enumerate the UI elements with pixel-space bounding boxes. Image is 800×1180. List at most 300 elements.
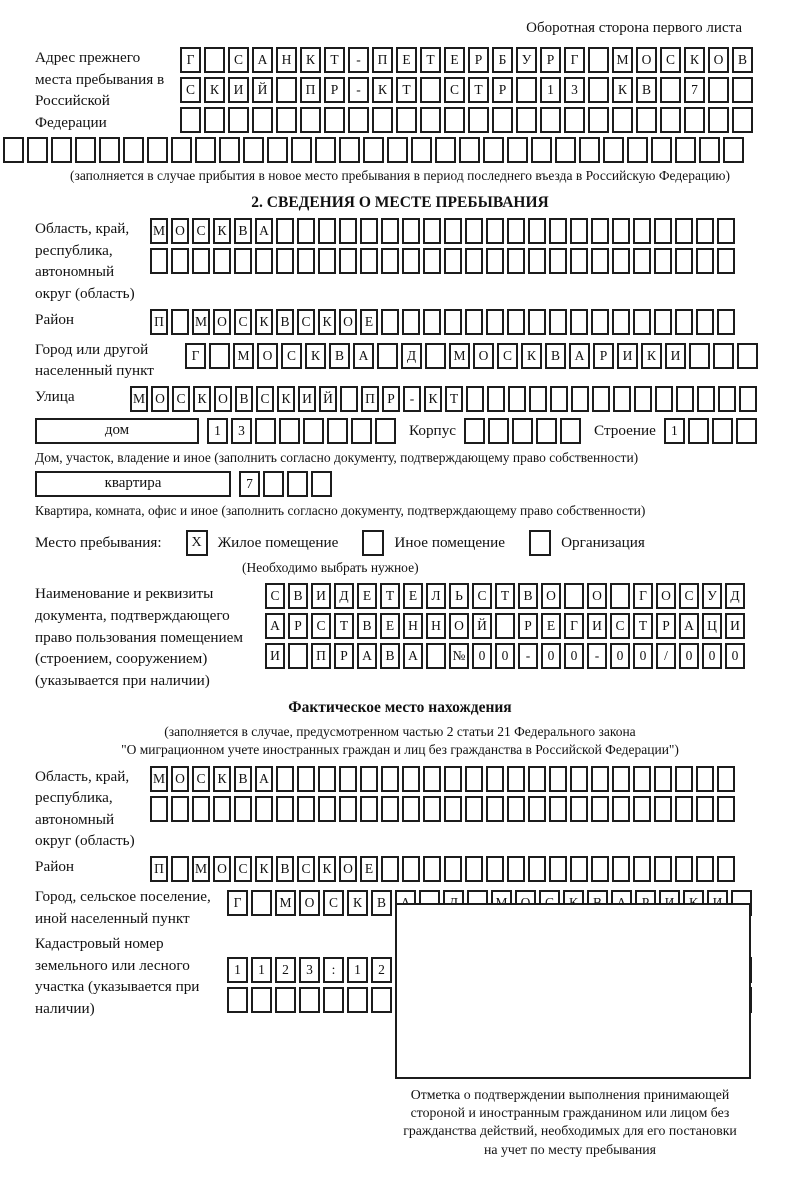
char-cell: В [545,343,566,369]
region-label: Область, край, республика, автономный округ (область) [35,220,135,302]
char-cell [348,107,369,133]
char-cell: И [725,613,745,639]
char-cell [171,137,192,163]
char-cell [528,248,546,274]
char-cell: 1 [251,957,272,983]
char-cell [192,248,210,274]
char-cell [340,386,358,412]
char-cell: К [277,386,295,412]
char-cell [396,107,417,133]
char-cell: М [612,47,633,73]
char-cell: С [256,386,274,412]
char-cell [633,766,651,792]
char-cell [675,218,693,244]
char-cell: В [234,766,252,792]
char-cell [717,218,735,244]
char-cell [402,309,420,335]
char-cell [423,856,441,882]
char-cell [377,343,398,369]
char-cell: С [192,766,210,792]
char-cell: С [679,583,699,609]
stroenie-cells [664,418,760,444]
char-cell: С [265,583,285,609]
char-cell: Е [360,856,378,882]
stay-type-checkbox-organization [529,530,551,556]
char-cell: 0 [472,643,492,669]
char-cell: 1 [664,418,685,444]
char-cell [654,218,672,244]
char-cell [633,856,651,882]
char-cell [549,856,567,882]
char-cell [688,418,709,444]
char-cell: К [193,386,211,412]
house-block [35,418,800,444]
char-cell [251,890,272,916]
char-cell [540,107,561,133]
char-cell [654,766,672,792]
char-cell [381,309,399,335]
char-grid-row [150,218,738,244]
char-cell: С [180,77,201,103]
char-cell: М [275,890,296,916]
char-cell [564,107,585,133]
char-cell [689,343,710,369]
char-cell [276,77,297,103]
char-cell: Р [656,613,676,639]
char-cell: М [192,856,210,882]
char-cell: С [228,47,249,73]
char-cell: О [473,343,494,369]
char-cell [291,137,312,163]
char-cell [228,107,249,133]
char-cell [612,796,630,822]
apartment-field-label: квартира [35,471,231,497]
char-cell [654,248,672,274]
actual-district-label: Район [35,857,75,875]
char-cell [297,218,315,244]
char-cell [263,471,284,497]
char-cell: Р [288,613,308,639]
char-cell: О [171,218,189,244]
char-cell: И [265,643,285,669]
house-number-cells [207,418,399,444]
char-cell [297,796,315,822]
char-cell: К [300,47,321,73]
char-cell: С [192,218,210,244]
char-cell [204,47,225,73]
char-cell [444,856,462,882]
apartment-cells [239,471,335,497]
char-cell: К [305,343,326,369]
char-cell: 3 [231,418,252,444]
char-cell [251,987,272,1013]
char-cell: С [497,343,518,369]
char-cell: Р [518,613,538,639]
prev-address-grid [180,47,756,137]
char-cell [570,856,588,882]
char-cell: О [339,856,357,882]
char-cell [423,796,441,822]
district-label: Район [35,310,75,328]
char-cell [571,386,589,412]
char-cell [633,248,651,274]
char-cell [564,583,584,609]
char-cell: Г [633,583,653,609]
char-cell [351,418,372,444]
char-cell [171,856,189,882]
char-cell: Й [252,77,273,103]
char-cell [708,107,729,133]
char-cell [486,856,504,882]
char-cell: Т [420,47,441,73]
char-cell: К [213,766,231,792]
char-cell: О [257,343,278,369]
actual-region-label: Область, край, республика, автономный округ (область) [35,767,135,850]
char-cell [276,248,294,274]
char-cell: К [347,890,368,916]
char-cell [468,107,489,133]
char-cell [675,796,693,822]
char-cell [633,796,651,822]
char-cell [276,107,297,133]
char-cell [171,248,189,274]
char-cell: А [353,343,374,369]
char-cell: К [318,309,336,335]
char-cell [696,248,714,274]
char-cell [717,766,735,792]
char-cell: Й [472,613,492,639]
char-cell [276,796,294,822]
char-cell [276,218,294,244]
char-cell [654,309,672,335]
char-cell [423,218,441,244]
section2-title: 2. СВЕДЕНИЯ О МЕСТЕ ПРЕБЫВАНИЯ [251,194,549,212]
char-cell: С [311,613,331,639]
char-cell [299,987,320,1013]
char-cell [507,309,525,335]
char-cell [234,796,252,822]
char-cell: М [130,386,148,412]
char-cell [736,418,757,444]
char-cell: М [150,218,168,244]
char-cell [588,47,609,73]
char-cell [739,386,757,412]
char-cell: А [679,613,699,639]
char-cell [219,137,240,163]
char-cell [550,386,568,412]
char-cell [347,987,368,1013]
char-cell [655,386,673,412]
char-cell [507,856,525,882]
char-cell [360,248,378,274]
char-cell: В [636,77,657,103]
char-cell [536,418,557,444]
char-cell: А [265,613,285,639]
char-cell [675,309,693,335]
char-cell: К [255,856,273,882]
char-cell [613,386,631,412]
char-cell: Р [593,343,614,369]
char-cell: К [641,343,662,369]
char-cell: 0 [633,643,653,669]
char-cell [486,248,504,274]
char-cell: 0 [679,643,699,669]
char-cell: Д [725,583,745,609]
char-cell: С [234,856,252,882]
char-cell: О [214,386,232,412]
char-cell [570,248,588,274]
char-cell [612,248,630,274]
char-cell [636,107,657,133]
char-cell: Б [492,47,513,73]
char-cell [486,218,504,244]
char-cell: Г [227,890,248,916]
char-cell [234,248,252,274]
char-cell [255,418,276,444]
prev-address-label: Адрес прежнего места пребывания в Российской Федерации [35,49,165,131]
char-cell: С [234,309,252,335]
char-cell: Г [180,47,201,73]
char-cell [591,248,609,274]
char-cell: 1 [207,418,228,444]
char-cell [255,248,273,274]
char-cell [327,418,348,444]
char-cell [360,796,378,822]
char-cell [507,796,525,822]
char-cell [675,137,696,163]
char-cell [209,343,230,369]
char-cell: С [297,309,315,335]
char-cell: О [213,856,231,882]
char-grid-row [185,343,761,369]
char-cell: К [204,77,225,103]
char-cell: С [323,890,344,916]
char-cell [660,77,681,103]
char-cell: О [708,47,729,73]
char-cell [549,248,567,274]
char-cell [426,643,446,669]
char-cell: В [235,386,253,412]
char-cell: - [348,77,369,103]
char-cell: О [339,309,357,335]
char-cell: - [348,47,369,73]
char-cell [402,248,420,274]
stamp-caption [365,1086,775,1159]
char-cell [300,107,321,133]
char-cell: Ц [702,613,722,639]
char-cell [675,856,693,882]
char-cell: М [449,343,470,369]
char-cell [717,856,735,882]
char-cell: С [297,856,315,882]
char-cell [495,613,515,639]
actual-district-block [35,856,800,882]
stay-type-option-other: Иное помещение [394,534,506,552]
char-cell [507,766,525,792]
char-cell [411,137,432,163]
char-cell [717,796,735,822]
char-cell: И [311,583,331,609]
actual-location-note-line2: "О миграционном учете иностранных граждан и лиц без гражданства в Российской Федерации") [121,742,679,758]
char-cell [612,309,630,335]
char-cell: - [518,643,538,669]
stamp-area [395,903,751,1159]
char-cell: Т [468,77,489,103]
char-cell: О [541,583,561,609]
char-cell [171,796,189,822]
char-cell [402,856,420,882]
char-cell: К [318,856,336,882]
char-cell: - [403,386,421,412]
char-grid-row [150,856,738,882]
char-cell [528,796,546,822]
char-cell: В [732,47,753,73]
char-cell [99,137,120,163]
char-cell [633,309,651,335]
actual-region-block [35,766,800,852]
char-cell [360,218,378,244]
char-cell: Т [380,583,400,609]
korpus-cells [464,418,584,444]
char-cell: Е [357,583,377,609]
char-cell [487,386,505,412]
stamp-box [395,903,751,1079]
char-cell [252,107,273,133]
char-cell: С [472,583,492,609]
char-cell [371,987,392,1013]
cadastral-label: Кадастровый номер земельного или лесного участка (указывается при наличии) [35,935,200,1017]
char-cell [381,248,399,274]
char-cell [528,766,546,792]
char-cell [381,766,399,792]
char-cell [324,107,345,133]
char-cell [612,107,633,133]
stay-type-label: Место пребывания: [35,534,162,552]
char-cell [486,766,504,792]
char-cell: Г [185,343,206,369]
char-cell [360,766,378,792]
char-cell [654,796,672,822]
char-cell: О [656,583,676,609]
char-cell: А [569,343,590,369]
char-cell [402,796,420,822]
char-cell [676,386,694,412]
char-cell: И [665,343,686,369]
char-cell: В [357,613,377,639]
char-cell: Ь [449,583,469,609]
region-block [35,218,800,304]
char-cell [697,386,715,412]
char-cell: Е [444,47,465,73]
char-cell [318,766,336,792]
char-cell: П [372,47,393,73]
char-cell [255,796,273,822]
char-cell [297,766,315,792]
char-cell: В [234,218,252,244]
char-cell: Т [324,47,345,73]
street-block [35,386,800,412]
char-cell: Н [426,613,446,639]
char-cell: Г [564,613,584,639]
char-cell [464,418,485,444]
char-cell [549,309,567,335]
char-cell [696,856,714,882]
char-cell [381,856,399,882]
char-cell [171,309,189,335]
char-cell: П [311,643,331,669]
actual-city-label: Город, сельское поселение, иной населенный пункт [35,887,211,927]
stay-type-checkbox-other [362,530,384,556]
char-cell [363,137,384,163]
char-cell: У [702,583,722,609]
char-cell: К [612,77,633,103]
char-cell [627,137,648,163]
page-header: Оборотная сторона первого листа [526,20,742,36]
char-cell [488,418,509,444]
char-cell: Т [495,583,515,609]
char-cell: С [172,386,190,412]
char-cell: 7 [239,471,260,497]
char-cell: В [288,583,308,609]
char-grid-row [180,107,756,133]
char-cell: И [228,77,249,103]
char-cell [465,309,483,335]
char-cell: 3 [299,957,320,983]
char-cell [147,137,168,163]
char-cell [459,137,480,163]
char-cell [592,386,610,412]
char-grid-row [150,796,738,822]
char-cell [588,107,609,133]
char-cell [311,471,332,497]
char-cell [402,766,420,792]
char-cell [150,248,168,274]
char-cell: В [276,309,294,335]
prev-address-block [35,47,800,137]
char-cell: С [660,47,681,73]
char-cell [712,418,733,444]
char-cell [387,137,408,163]
char-cell: И [617,343,638,369]
char-cell [339,218,357,244]
char-cell [612,856,630,882]
char-cell [528,218,546,244]
char-cell [651,137,672,163]
stroenie-label: Строение [594,421,656,439]
char-grid-row [130,386,760,412]
char-cell: О [299,890,320,916]
char-cell [466,386,484,412]
char-cell [737,343,758,369]
stay-type-note: (Необходимо выбрать нужное) [242,560,419,576]
char-cell [528,309,546,335]
char-cell [204,107,225,133]
char-cell [603,137,624,163]
char-cell [444,107,465,133]
char-cell: М [233,343,254,369]
char-cell [227,987,248,1013]
stamp-caption-line: гражданства действий, необходимых для его постановки [403,1123,737,1139]
char-cell: О [213,309,231,335]
char-cell: К [255,309,273,335]
char-cell: М [150,766,168,792]
char-cell [375,418,396,444]
char-cell: Р [468,47,489,73]
char-cell [486,796,504,822]
char-cell: Г [564,47,585,73]
char-cell [381,796,399,822]
char-cell: В [371,890,392,916]
